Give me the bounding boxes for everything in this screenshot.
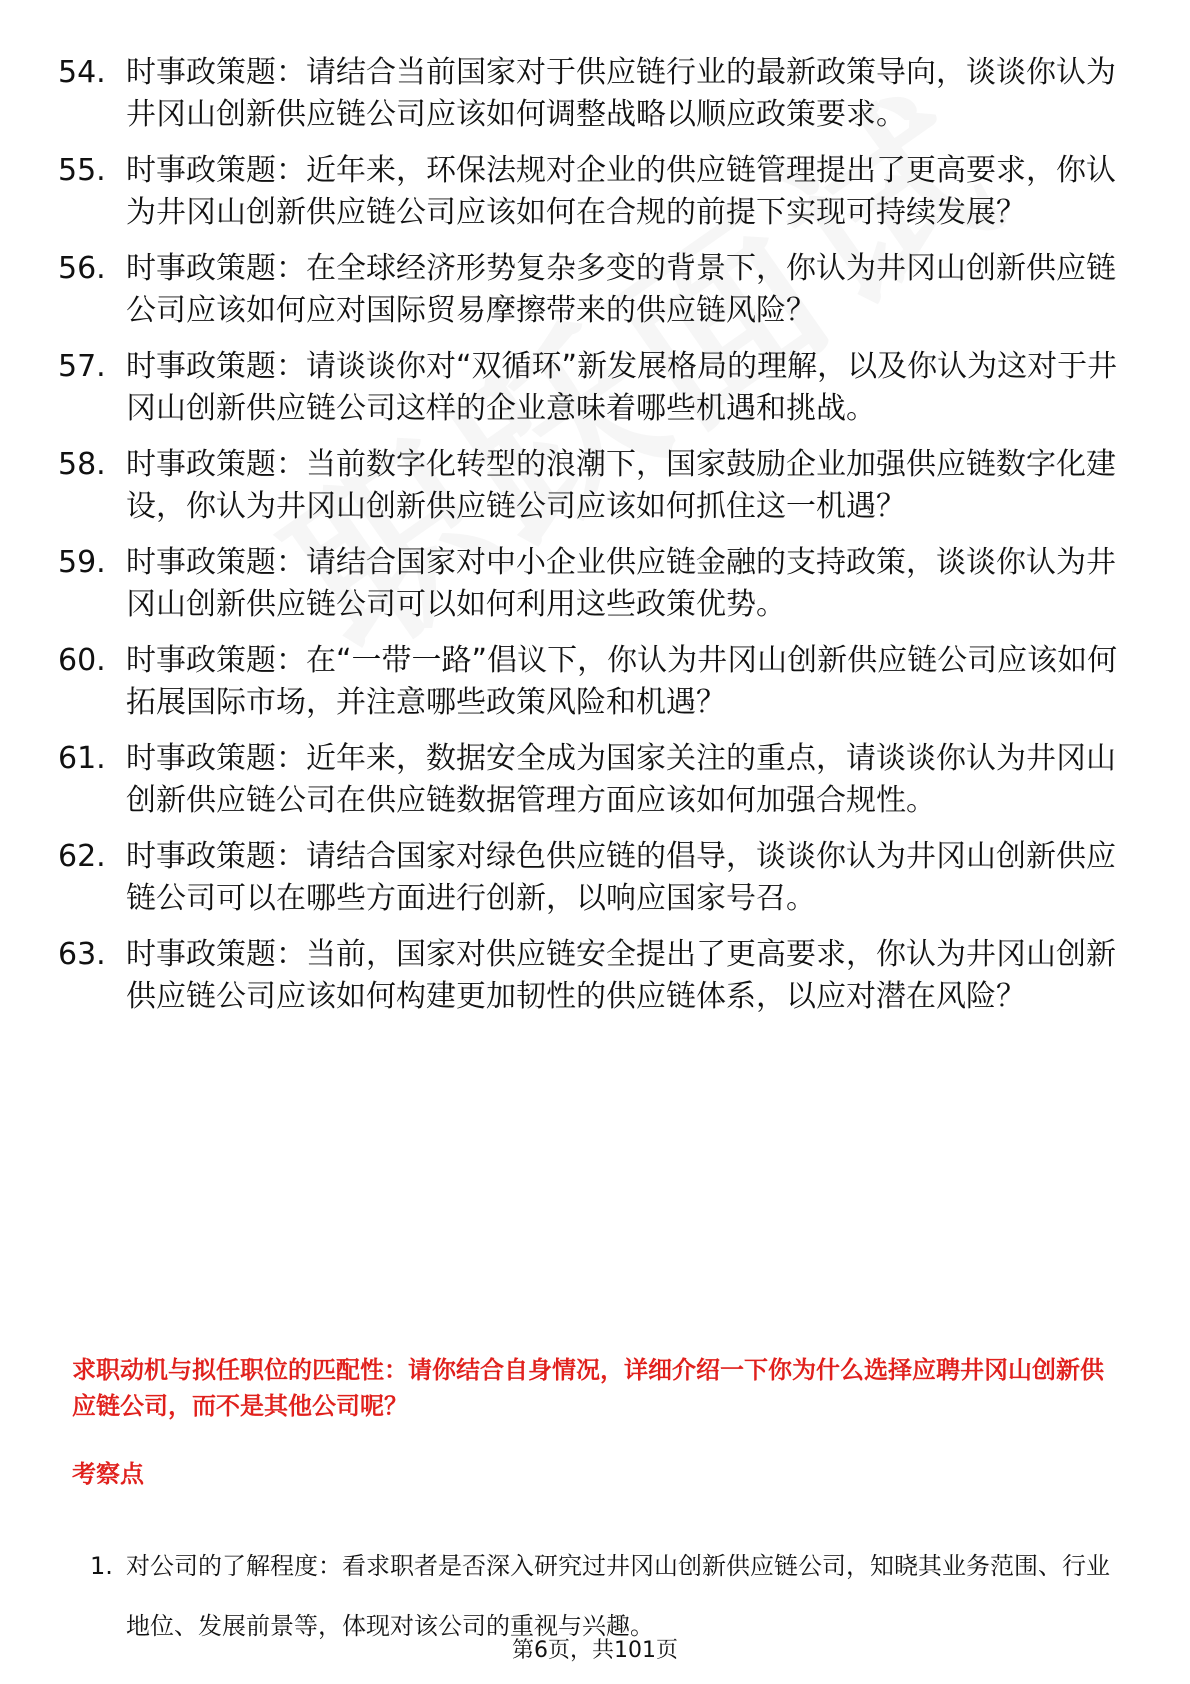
section-title: 求职动机与拟任职位的匹配性：请你结合自身情况，详细介绍一下你为什么选择应聘井冈山创新供应链公司，而不是其他公司呢？ — [72, 1356, 1104, 1420]
question-number: 63. — [58, 937, 106, 972]
question-text: 时事政策题：近年来，环保法规对企业的供应链管理提出了更高要求，你认为井冈山创新供应链公司应该如何在合规的前提下实现可持续发展？ — [126, 153, 1116, 230]
question-item — [58, 542, 1118, 626]
question-number: 55. — [58, 153, 106, 188]
question-number: 56. — [58, 251, 106, 286]
assessment-point-text: 对公司的了解程度：看求职者是否深入研究过井冈山创新供应链公司，知晓其业务范围、行业地位、发展前景等，体现对该公司的重视与兴趣。 — [126, 1552, 1110, 1640]
question-item — [58, 52, 1118, 136]
question-item — [58, 934, 1118, 1018]
assessment-point-number: 1. — [90, 1552, 113, 1580]
question-text: 时事政策题：在“一带一路”倡议下，你认为井冈山创新供应链公司应该如何拓展国际市场，并注意哪些政策风险和机遇？ — [126, 643, 1118, 720]
question-number: 54. — [58, 55, 106, 90]
question-text: 时事政策题：在全球经济形势复杂多变的背景下，你认为井冈山创新供应链公司应该如何应对国际贸易摩擦带来的供应链风险？ — [126, 251, 1116, 328]
question-text: 时事政策题：当前数字化转型的浪潮下，国家鼓励企业加强供应链数字化建设，你认为井冈山创新供应链公司应该如何抓住这一机遇？ — [126, 447, 1116, 524]
question-number: 61. — [58, 741, 106, 776]
question-text: 时事政策题：请结合国家对中小企业供应链金融的支持政策，谈谈你认为井冈山创新供应链公司可以如何利用这些政策优势。 — [126, 545, 1116, 622]
question-text: 时事政策题：当前，国家对供应链安全提出了更高要求，你认为井冈山创新供应链公司应该如何构建更加韧性的供应链体系，以应对潜在风险？ — [126, 937, 1116, 1014]
page-footer: 第6页，共101页 — [512, 1638, 678, 1663]
question-number: 62. — [58, 839, 106, 874]
question-item — [58, 346, 1118, 430]
question-number: 58. — [58, 447, 106, 482]
question-item — [58, 150, 1118, 234]
question-number: 60. — [58, 643, 106, 678]
subsection-title: 考察点 — [72, 1460, 144, 1488]
question-item — [58, 738, 1118, 822]
question-item — [58, 444, 1118, 528]
question-text: 时事政策题：请结合国家对绿色供应链的倡导，谈谈你认为井冈山创新供应链公司可以在哪些方面进行创新，以响应国家号召。 — [126, 839, 1116, 916]
question-text: 时事政策题：请结合当前国家对于供应链行业的最新政策导向，谈谈你认为井冈山创新供应链公司应该如何调整战略以顺应政策要求。 — [126, 55, 1116, 132]
question-text: 时事政策题：近年来，数据安全成为国家关注的重点，请谈谈你认为井冈山创新供应链公司在供应链数据管理方面应该如何加强合规性。 — [126, 741, 1116, 818]
question-item — [58, 248, 1118, 332]
question-number: 59. — [58, 545, 106, 580]
question-number: 57. — [58, 349, 106, 384]
question-item — [58, 640, 1118, 724]
question-text: 时事政策题：请谈谈你对“双循环”新发展格局的理解，以及你认为这对于井冈山创新供应链公司这样的企业意味着哪些机遇和挑战。 — [126, 349, 1118, 426]
question-item — [58, 836, 1118, 920]
question-list — [58, 52, 1118, 1032]
